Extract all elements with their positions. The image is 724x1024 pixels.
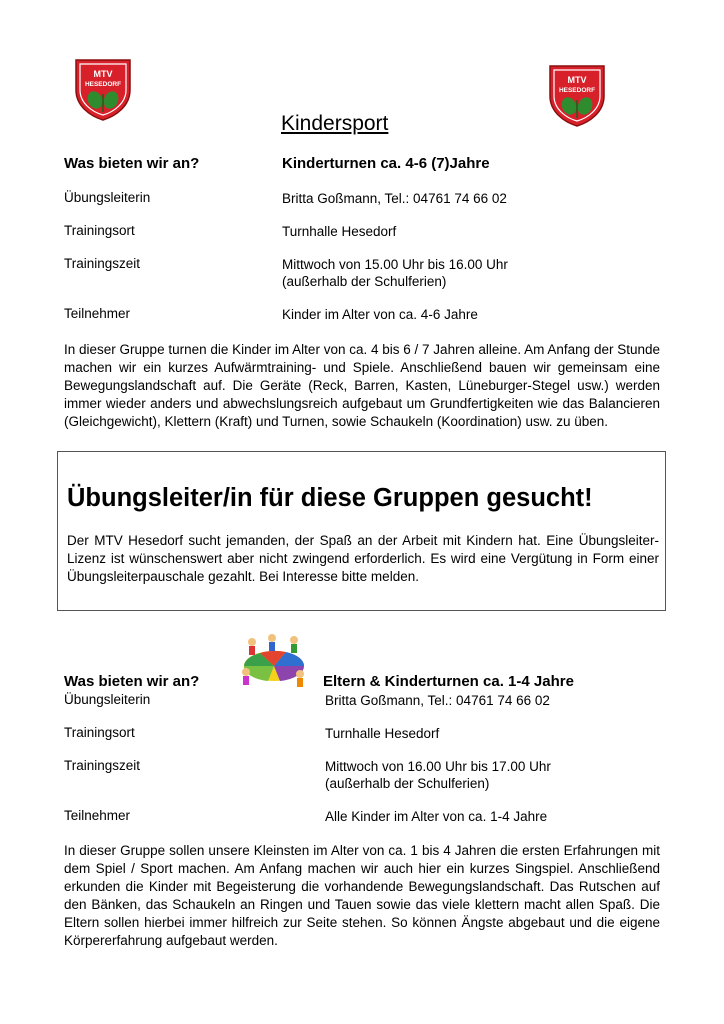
mtv-hesedorf-logo-left	[70, 56, 136, 122]
section1-label-place: Trainingsort	[64, 223, 135, 238]
section2-value-participants: Alle Kinder im Alter von ca. 1-4 Jahre	[325, 809, 548, 824]
job-offer-text: Der MTV Hesedorf sucht jemanden, der Spaß an der Arbeit mit Kindern hat. Eine Übungsleiter-Lizenz ist wünschenswert aber nicht zwingend erforderlich. Es wird eine Vergütung in Form einer Übungsleiterpauschale gezahlt. Bei Interesse bitte melden.	[67, 533, 659, 584]
section1-value-place: Turnhalle Hesedorf	[282, 224, 397, 239]
section2-value-time-note: (außerhalb der Schulferien)	[325, 776, 490, 791]
section2-label-place: Trainingsort	[64, 725, 135, 740]
section2-value-leader: Britta Goßmann, Tel.: 04761 74 66 02	[325, 693, 550, 708]
job-offer-box	[57, 451, 666, 611]
section1-label-time: Trainingszeit	[64, 256, 141, 271]
svg-text:MTV: MTV	[93, 69, 113, 79]
job-offer-heading: Übungsleiter/in für diese Gruppen gesucht!	[67, 484, 593, 512]
svg-text:HESEDORF: HESEDORF	[558, 87, 596, 94]
section1-heading: Kinderturnen ca. 4-6 (7)Jahre	[282, 155, 490, 172]
mtv-hesedorf-logo-right	[544, 62, 610, 128]
kids-parachute-illustration	[238, 630, 310, 688]
section2-paragraph: In dieser Gruppe sollen unsere Kleinsten im Alter von ca. 1 bis 4 Jahren die ersten Erfahrungen mit dem Spiel / Sport machen. Am Anfang machen wir auch hier ein kurzes Singspiel. Anschließend erkunden die Kinder mit Begeisterung die vorhandende Bewegungslandschaft. Das Rutschen auf den Bänken, das Schaukeln an Ringen und Tauen sowie das viele klettern macht allen Spaß. Die Eltern sollen hierbei immer hilfreich zur Seite stehen. So können Ängste abgebaut und die eigene Körpererfahrung aufgebaut werden.	[64, 843, 660, 948]
section1-value-participants: Kinder im Alter von ca. 4-6 Jahre	[282, 307, 478, 322]
svg-text:MTV: MTV	[567, 75, 587, 85]
section2-label-leader: Übungsleiterin	[64, 692, 151, 707]
section2-question: Was bieten wir an?	[64, 673, 200, 690]
section1-paragraph: In dieser Gruppe turnen die Kinder im Alter von ca. 4 bis 6 / 7 Jahren alleine. Am Anfang der Stunde machen wir ein kurzes Aufwärmtraining- und Spiele. Anschließend bauen wir gemeinsam eine Bewegungslandschaft auf. Die Geräte (Reck, Barren, Kasten, Lüneburger-Stegel usw.) werden immer wieder anders und abwechslungsreich aufgebaut um Grundfertigkeiten wie das Balancieren (Gleichgewicht), Klettern (Kraft) und Turnen, sowie Schaukeln (Koordination) usw. zu üben.	[64, 342, 660, 429]
section1-value-time-note: (außerhalb der Schulferien)	[282, 274, 447, 289]
section1-question: Was bieten wir an?	[64, 155, 200, 172]
section2-label-time: Trainingszeit	[64, 758, 141, 773]
section1-value-leader: Britta Goßmann, Tel.: 04761 74 66 02	[282, 191, 507, 206]
section2-heading: Eltern & Kinderturnen ca. 1-4 Jahre	[323, 673, 574, 690]
section1-label-leader: Übungsleiterin	[64, 190, 151, 205]
section2-value-place: Turnhalle Hesedorf	[325, 726, 440, 741]
section2-label-participants: Teilnehmer	[64, 808, 131, 823]
page-title: Kindersport	[281, 112, 389, 135]
section2-value-time: Mittwoch von 16.00 Uhr bis 17.00 Uhr	[325, 759, 551, 774]
section1-label-participants: Teilnehmer	[64, 306, 131, 321]
section1-value-time: Mittwoch von 15.00 Uhr bis 16.00 Uhr	[282, 257, 508, 272]
svg-text:HESEDORF: HESEDORF	[84, 81, 122, 88]
